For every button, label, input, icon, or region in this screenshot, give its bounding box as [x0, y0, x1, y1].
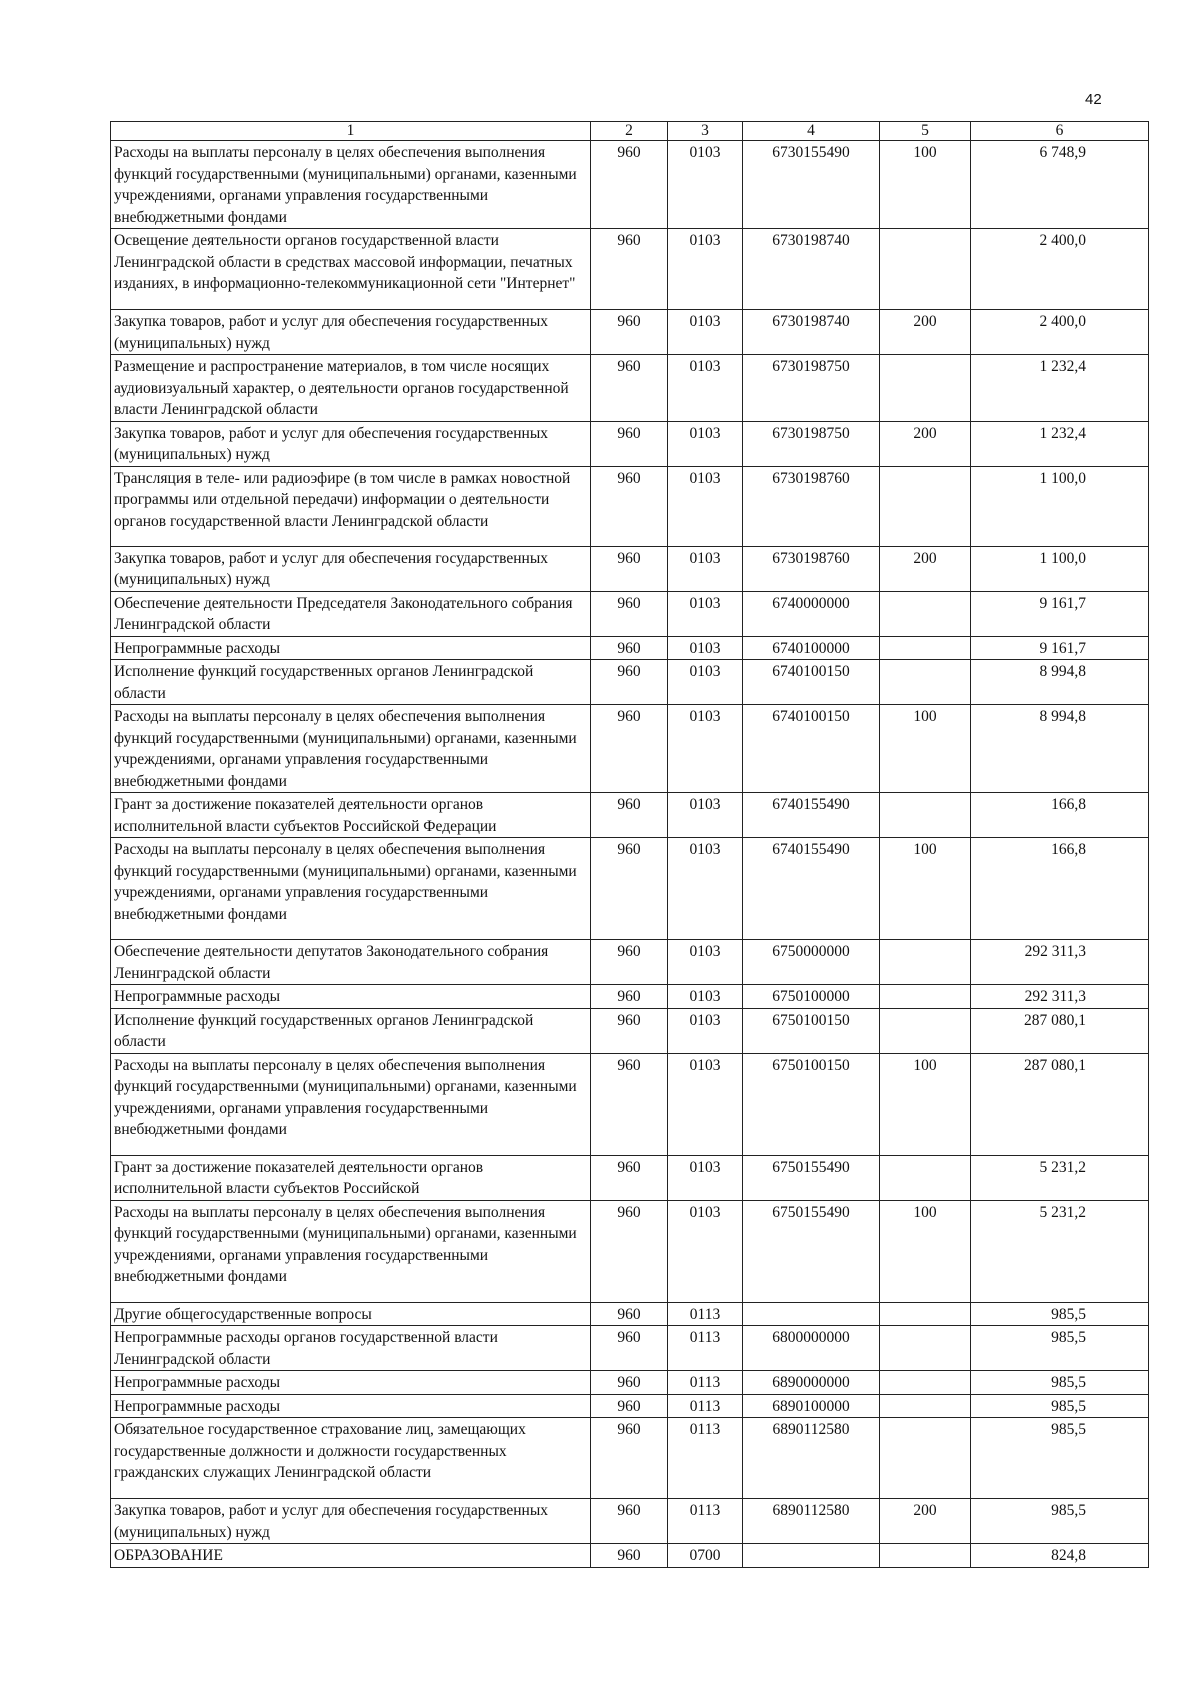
row-code-960-cell: 960 [591, 660, 668, 705]
row-name-cell: Трансляция в теле- или радиоэфире (в том числе в рамках новостной программы или отдельной передачи) информации о деятельности органов государственной власти Ленинградской области [111, 466, 591, 546]
row-target-article-cell: 6730198750 [743, 355, 880, 422]
row-expense-type-cell: 100 [880, 1053, 971, 1155]
row-amount-cell: 985,5 [971, 1371, 1149, 1395]
row-code-960-cell: 960 [591, 1544, 668, 1568]
row-target-article-cell: 6730198740 [743, 229, 880, 310]
row-name-cell: Непрограммные расходы [111, 985, 591, 1009]
row-section-cell: 0103 [668, 421, 743, 466]
row-amount-cell: 166,8 [971, 838, 1149, 940]
row-amount-cell: 9 161,7 [971, 636, 1149, 660]
row-target-article-cell: 6800000000 [743, 1326, 880, 1371]
row-name-cell: Обеспечение деятельности Председателя Законодательного собрания Ленинградской области [111, 591, 591, 636]
row-amount-cell: 1 100,0 [971, 546, 1149, 591]
row-expense-type-cell [880, 355, 971, 422]
row-section-cell: 0113 [668, 1326, 743, 1371]
row-expense-type-cell [880, 229, 971, 310]
table-row [111, 229, 1149, 310]
row-name-cell: Исполнение функций государственных органов Ленинградской области [111, 660, 591, 705]
row-amount-cell: 2 400,0 [971, 229, 1149, 310]
row-expense-type-cell: 100 [880, 141, 971, 229]
row-target-article-cell [743, 1544, 880, 1568]
row-amount-cell: 287 080,1 [971, 1053, 1149, 1155]
table-row [111, 636, 1149, 660]
row-target-article-cell: 6750000000 [743, 940, 880, 985]
row-section-cell: 0113 [668, 1302, 743, 1326]
row-target-article-cell: 6740100150 [743, 705, 880, 793]
row-code-960-cell: 960 [591, 310, 668, 355]
table-row [111, 1200, 1149, 1302]
row-code-960-cell: 960 [591, 1155, 668, 1200]
row-expense-type-cell [880, 591, 971, 636]
row-name-cell: Обязательное государственное страхование лиц, замещающих государственные должности и должности государственных гражданских служащих Ленинградской области [111, 1418, 591, 1499]
row-code-960-cell: 960 [591, 1418, 668, 1499]
row-code-960-cell: 960 [591, 591, 668, 636]
table-row [111, 1008, 1149, 1053]
table-row [111, 1155, 1149, 1200]
row-amount-cell: 1 232,4 [971, 421, 1149, 466]
row-target-article-cell: 6730198760 [743, 546, 880, 591]
page-number: 42 [1085, 91, 1102, 108]
row-section-cell: 0103 [668, 546, 743, 591]
row-amount-cell: 824,8 [971, 1544, 1149, 1568]
row-amount-cell: 287 080,1 [971, 1008, 1149, 1053]
row-code-960-cell: 960 [591, 793, 668, 838]
table-row [111, 1371, 1149, 1395]
row-target-article-cell: 6730198760 [743, 466, 880, 546]
row-section-cell: 0113 [668, 1394, 743, 1418]
row-amount-cell: 1 100,0 [971, 466, 1149, 546]
row-section-cell: 0103 [668, 793, 743, 838]
row-target-article-cell: 6890112580 [743, 1418, 880, 1499]
row-name-cell: Расходы на выплаты персоналу в целях обеспечения выполнения функций государственными (муниципальными) органами, казенными учреждениями, органами управления государственными внебюджетными фондами [111, 705, 591, 793]
header-col-5: 5 [880, 122, 971, 141]
row-amount-cell: 985,5 [971, 1394, 1149, 1418]
row-section-cell: 0103 [668, 1200, 743, 1302]
row-section-cell: 0103 [668, 940, 743, 985]
row-expense-type-cell [880, 793, 971, 838]
row-amount-cell: 985,5 [971, 1302, 1149, 1326]
row-name-cell: Расходы на выплаты персоналу в целях обеспечения выполнения функций государственными (муниципальными) органами, казенными учреждениями, органами управления государственными внебюджетными фондами [111, 838, 591, 940]
row-expense-type-cell [880, 1155, 971, 1200]
table-row [111, 591, 1149, 636]
row-expense-type-cell [880, 940, 971, 985]
row-code-960-cell: 960 [591, 636, 668, 660]
row-name-cell: Непрограммные расходы органов государственной власти Ленинградской области [111, 1326, 591, 1371]
header-col-3: 3 [668, 122, 743, 141]
row-target-article-cell: 6890112580 [743, 1499, 880, 1544]
row-code-960-cell: 960 [591, 838, 668, 940]
row-section-cell: 0113 [668, 1371, 743, 1395]
row-amount-cell: 985,5 [971, 1326, 1149, 1371]
table-row [111, 141, 1149, 229]
row-name-cell: Исполнение функций государственных органов Ленинградской области [111, 1008, 591, 1053]
row-target-article-cell: 6740100000 [743, 636, 880, 660]
row-section-cell: 0103 [668, 636, 743, 660]
row-section-cell: 0103 [668, 355, 743, 422]
row-section-cell: 0103 [668, 1008, 743, 1053]
row-expense-type-cell: 100 [880, 838, 971, 940]
row-name-cell: Грант за достижение показателей деятельности органов исполнительной власти субъектов Российской [111, 1155, 591, 1200]
row-name-cell: Расходы на выплаты персоналу в целях обеспечения выполнения функций государственными (муниципальными) органами, казенными учреждениями, органами управления государственными внебюджетными фондами [111, 1053, 591, 1155]
row-section-cell: 0103 [668, 229, 743, 310]
row-code-960-cell: 960 [591, 421, 668, 466]
row-section-cell: 0103 [668, 141, 743, 229]
row-expense-type-cell [880, 636, 971, 660]
row-name-cell: Другие общегосударственные вопросы [111, 1302, 591, 1326]
row-section-cell: 0103 [668, 705, 743, 793]
row-expense-type-cell [880, 1326, 971, 1371]
row-amount-cell: 5 231,2 [971, 1155, 1149, 1200]
table-row [111, 1418, 1149, 1499]
row-section-cell: 0103 [668, 310, 743, 355]
row-expense-type-cell: 200 [880, 421, 971, 466]
table-row [111, 985, 1149, 1009]
row-name-cell: Размещение и распространение материалов, в том числе носящих аудиовизуальный характер, о деятельности органов государственной власти Ленинградской области [111, 355, 591, 422]
row-amount-cell: 9 161,7 [971, 591, 1149, 636]
header-col-4: 4 [743, 122, 880, 141]
row-name-cell: Расходы на выплаты персоналу в целях обеспечения выполнения функций государственными (муниципальными) органами, казенными учреждениями, органами управления государственными внебюджетными фондами [111, 141, 591, 229]
row-target-article-cell: 6730198740 [743, 310, 880, 355]
row-code-960-cell: 960 [591, 546, 668, 591]
row-expense-type-cell [880, 1394, 971, 1418]
row-amount-cell: 6 748,9 [971, 141, 1149, 229]
row-amount-cell: 8 994,8 [971, 705, 1149, 793]
row-code-960-cell: 960 [591, 229, 668, 310]
header-col-6: 6 [971, 122, 1149, 141]
row-name-cell: Закупка товаров, работ и услуг для обеспечения государственных (муниципальных) нужд [111, 1499, 591, 1544]
table-row [111, 1499, 1149, 1544]
row-code-960-cell: 960 [591, 1200, 668, 1302]
row-code-960-cell: 960 [591, 1053, 668, 1155]
table-row [111, 546, 1149, 591]
row-amount-cell: 985,5 [971, 1418, 1149, 1499]
row-code-960-cell: 960 [591, 940, 668, 985]
row-section-cell: 0700 [668, 1544, 743, 1568]
row-expense-type-cell: 200 [880, 546, 971, 591]
header-col-1: 1 [111, 122, 591, 141]
table-row [111, 310, 1149, 355]
row-code-960-cell: 960 [591, 1326, 668, 1371]
row-expense-type-cell: 100 [880, 705, 971, 793]
budget-table [110, 121, 1149, 1568]
row-target-article-cell: 6750100150 [743, 1008, 880, 1053]
row-target-article-cell [743, 1302, 880, 1326]
row-expense-type-cell: 100 [880, 1200, 971, 1302]
table-body [111, 122, 1149, 1568]
row-expense-type-cell [880, 1008, 971, 1053]
table-header-row [111, 122, 1149, 141]
table-row [111, 793, 1149, 838]
table-row [111, 1326, 1149, 1371]
table-row [111, 940, 1149, 985]
row-name-cell: Грант за достижение показателей деятельности органов исполнительной власти субъектов Российской Федерации [111, 793, 591, 838]
row-name-cell: Закупка товаров, работ и услуг для обеспечения государственных (муниципальных) нужд [111, 310, 591, 355]
row-amount-cell: 166,8 [971, 793, 1149, 838]
row-amount-cell: 5 231,2 [971, 1200, 1149, 1302]
row-target-article-cell: 6740100150 [743, 660, 880, 705]
row-amount-cell: 292 311,3 [971, 985, 1149, 1009]
row-expense-type-cell: 200 [880, 1499, 971, 1544]
row-expense-type-cell [880, 1544, 971, 1568]
row-section-cell: 0103 [668, 985, 743, 1009]
row-code-960-cell: 960 [591, 466, 668, 546]
row-name-cell: Закупка товаров, работ и услуг для обеспечения государственных (муниципальных) нужд [111, 421, 591, 466]
row-expense-type-cell [880, 1302, 971, 1326]
row-target-article-cell: 6890100000 [743, 1394, 880, 1418]
row-name-cell: Непрограммные расходы [111, 636, 591, 660]
row-expense-type-cell [880, 1371, 971, 1395]
row-section-cell: 0113 [668, 1499, 743, 1544]
row-amount-cell: 985,5 [971, 1499, 1149, 1544]
row-code-960-cell: 960 [591, 1499, 668, 1544]
row-expense-type-cell: 200 [880, 310, 971, 355]
row-name-cell: Расходы на выплаты персоналу в целях обеспечения выполнения функций государственными (муниципальными) органами, казенными учреждениями, органами управления государственными внебюджетными фондами [111, 1200, 591, 1302]
row-name-cell: Освещение деятельности органов государственной власти Ленинградской области в средствах массовой информации, печатных изданиях, в информационно-телекоммуникационной сети "Интернет" [111, 229, 591, 310]
row-code-960-cell: 960 [591, 355, 668, 422]
row-code-960-cell: 960 [591, 1008, 668, 1053]
row-target-article-cell: 6750100150 [743, 1053, 880, 1155]
table-row [111, 1053, 1149, 1155]
row-section-cell: 0103 [668, 838, 743, 940]
row-target-article-cell: 6890000000 [743, 1371, 880, 1395]
row-name-cell: ОБРАЗОВАНИЕ [111, 1544, 591, 1568]
row-name-cell: Непрограммные расходы [111, 1371, 591, 1395]
row-section-cell: 0103 [668, 1155, 743, 1200]
row-amount-cell: 292 311,3 [971, 940, 1149, 985]
row-code-960-cell: 960 [591, 1302, 668, 1326]
row-target-article-cell: 6750100000 [743, 985, 880, 1009]
header-col-2: 2 [591, 122, 668, 141]
row-code-960-cell: 960 [591, 985, 668, 1009]
row-target-article-cell: 6740000000 [743, 591, 880, 636]
row-name-cell: Обеспечение деятельности депутатов Законодательного собрания Ленинградской области [111, 940, 591, 985]
row-name-cell: Закупка товаров, работ и услуг для обеспечения государственных (муниципальных) нужд [111, 546, 591, 591]
table-row [111, 838, 1149, 940]
row-section-cell: 0103 [668, 1053, 743, 1155]
row-expense-type-cell [880, 985, 971, 1009]
table-row [111, 466, 1149, 546]
row-expense-type-cell [880, 1418, 971, 1499]
row-section-cell: 0103 [668, 660, 743, 705]
row-code-960-cell: 960 [591, 1394, 668, 1418]
table-row [111, 1394, 1149, 1418]
row-expense-type-cell [880, 466, 971, 546]
table-row [111, 705, 1149, 793]
row-code-960-cell: 960 [591, 141, 668, 229]
row-section-cell: 0103 [668, 591, 743, 636]
row-code-960-cell: 960 [591, 1371, 668, 1395]
row-name-cell: Непрограммные расходы [111, 1394, 591, 1418]
row-target-article-cell: 6750155490 [743, 1155, 880, 1200]
row-expense-type-cell [880, 660, 971, 705]
table-row [111, 421, 1149, 466]
row-target-article-cell: 6730155490 [743, 141, 880, 229]
row-target-article-cell: 6730198750 [743, 421, 880, 466]
row-amount-cell: 1 232,4 [971, 355, 1149, 422]
row-section-cell: 0113 [668, 1418, 743, 1499]
row-code-960-cell: 960 [591, 705, 668, 793]
row-amount-cell: 2 400,0 [971, 310, 1149, 355]
row-target-article-cell: 6740155490 [743, 793, 880, 838]
row-section-cell: 0103 [668, 466, 743, 546]
row-target-article-cell: 6750155490 [743, 1200, 880, 1302]
row-amount-cell: 8 994,8 [971, 660, 1149, 705]
table-row [111, 1544, 1149, 1568]
table-row [111, 355, 1149, 422]
table-row [111, 660, 1149, 705]
table-row [111, 1302, 1149, 1326]
row-target-article-cell: 6740155490 [743, 838, 880, 940]
